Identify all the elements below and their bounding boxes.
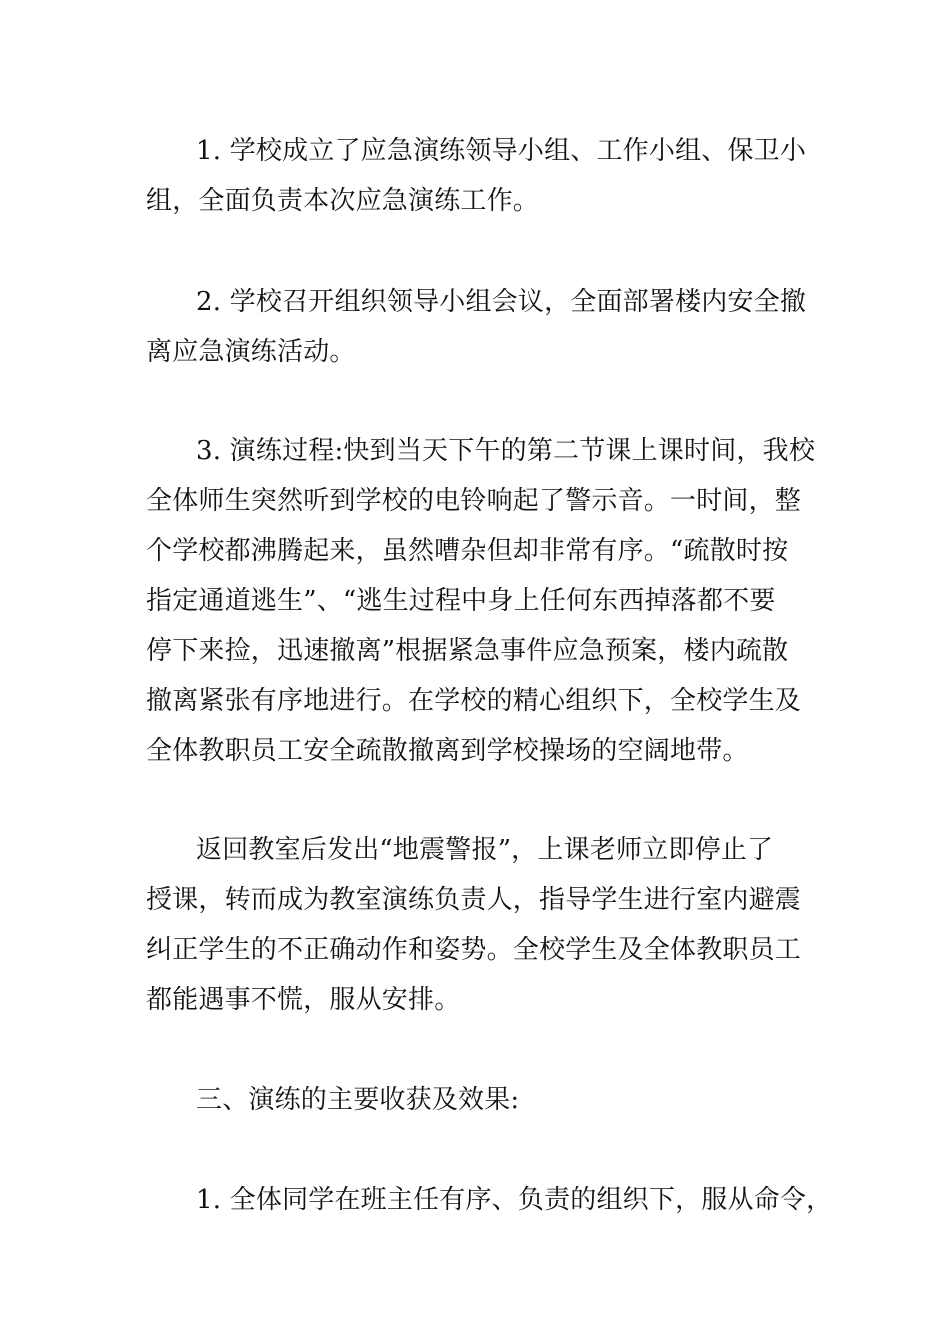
- paragraph-2-line-1: 2. 学校召开组织领导小组会议，全面部署楼内安全撤: [196, 287, 807, 317]
- paragraph-3-line-3: 个学校都沸腾起来，虽然嘈杂但却非常有序。“疏散时按: [146, 536, 789, 566]
- paragraph-4-line-2: 授课，转而成为教室演练负责人，指导学生进行室内避震: [146, 885, 802, 915]
- paragraph-3-line-6: 撤离紧张有序地进行。在学校的精心组织下，全校学生及: [146, 686, 802, 716]
- paragraph-4-line-3: 纠正学生的不正确动作和姿势。全校学生及全体教职员工: [146, 935, 802, 965]
- paragraph-3-line-1: 3. 演练过程:快到当天下午的第二节课上课时间，我校: [196, 436, 816, 466]
- paragraph-4-line-1: 返回教室后发出“地震警报”，上课老师立即停止了: [196, 835, 774, 865]
- paragraph-3-line-5: 停下来捡，迅速撤离”根据紧急事件应急预案，楼内疏散: [146, 636, 789, 666]
- paragraph-3-line-4: 指定通道逃生”、“逃生过程中身上任何东西掉落都不要: [146, 586, 776, 616]
- paragraph-3-line-2: 全体师生突然听到学校的电铃响起了警示音。一时间，整: [146, 486, 802, 516]
- paragraph-4-line-4: 都能遇事不慌，服从安排。: [146, 985, 461, 1015]
- paragraph-1-line-1: 1. 学校成立了应急演练领导小组、工作小组、保卫小: [196, 136, 807, 166]
- paragraph-6-line-1: 1. 全体同学在班主任有序、负责的组织下，服从命令，: [196, 1185, 833, 1215]
- paragraph-1-line-2: 组，全面负责本次应急演练工作。: [146, 186, 540, 216]
- paragraph-3-line-7: 全体教职员工安全疏散撤离到学校操场的空阔地带。: [146, 736, 749, 766]
- section-heading: 三、演练的主要收获及效果:: [196, 1085, 520, 1115]
- paragraph-2-line-2: 离应急演练活动。: [146, 337, 356, 367]
